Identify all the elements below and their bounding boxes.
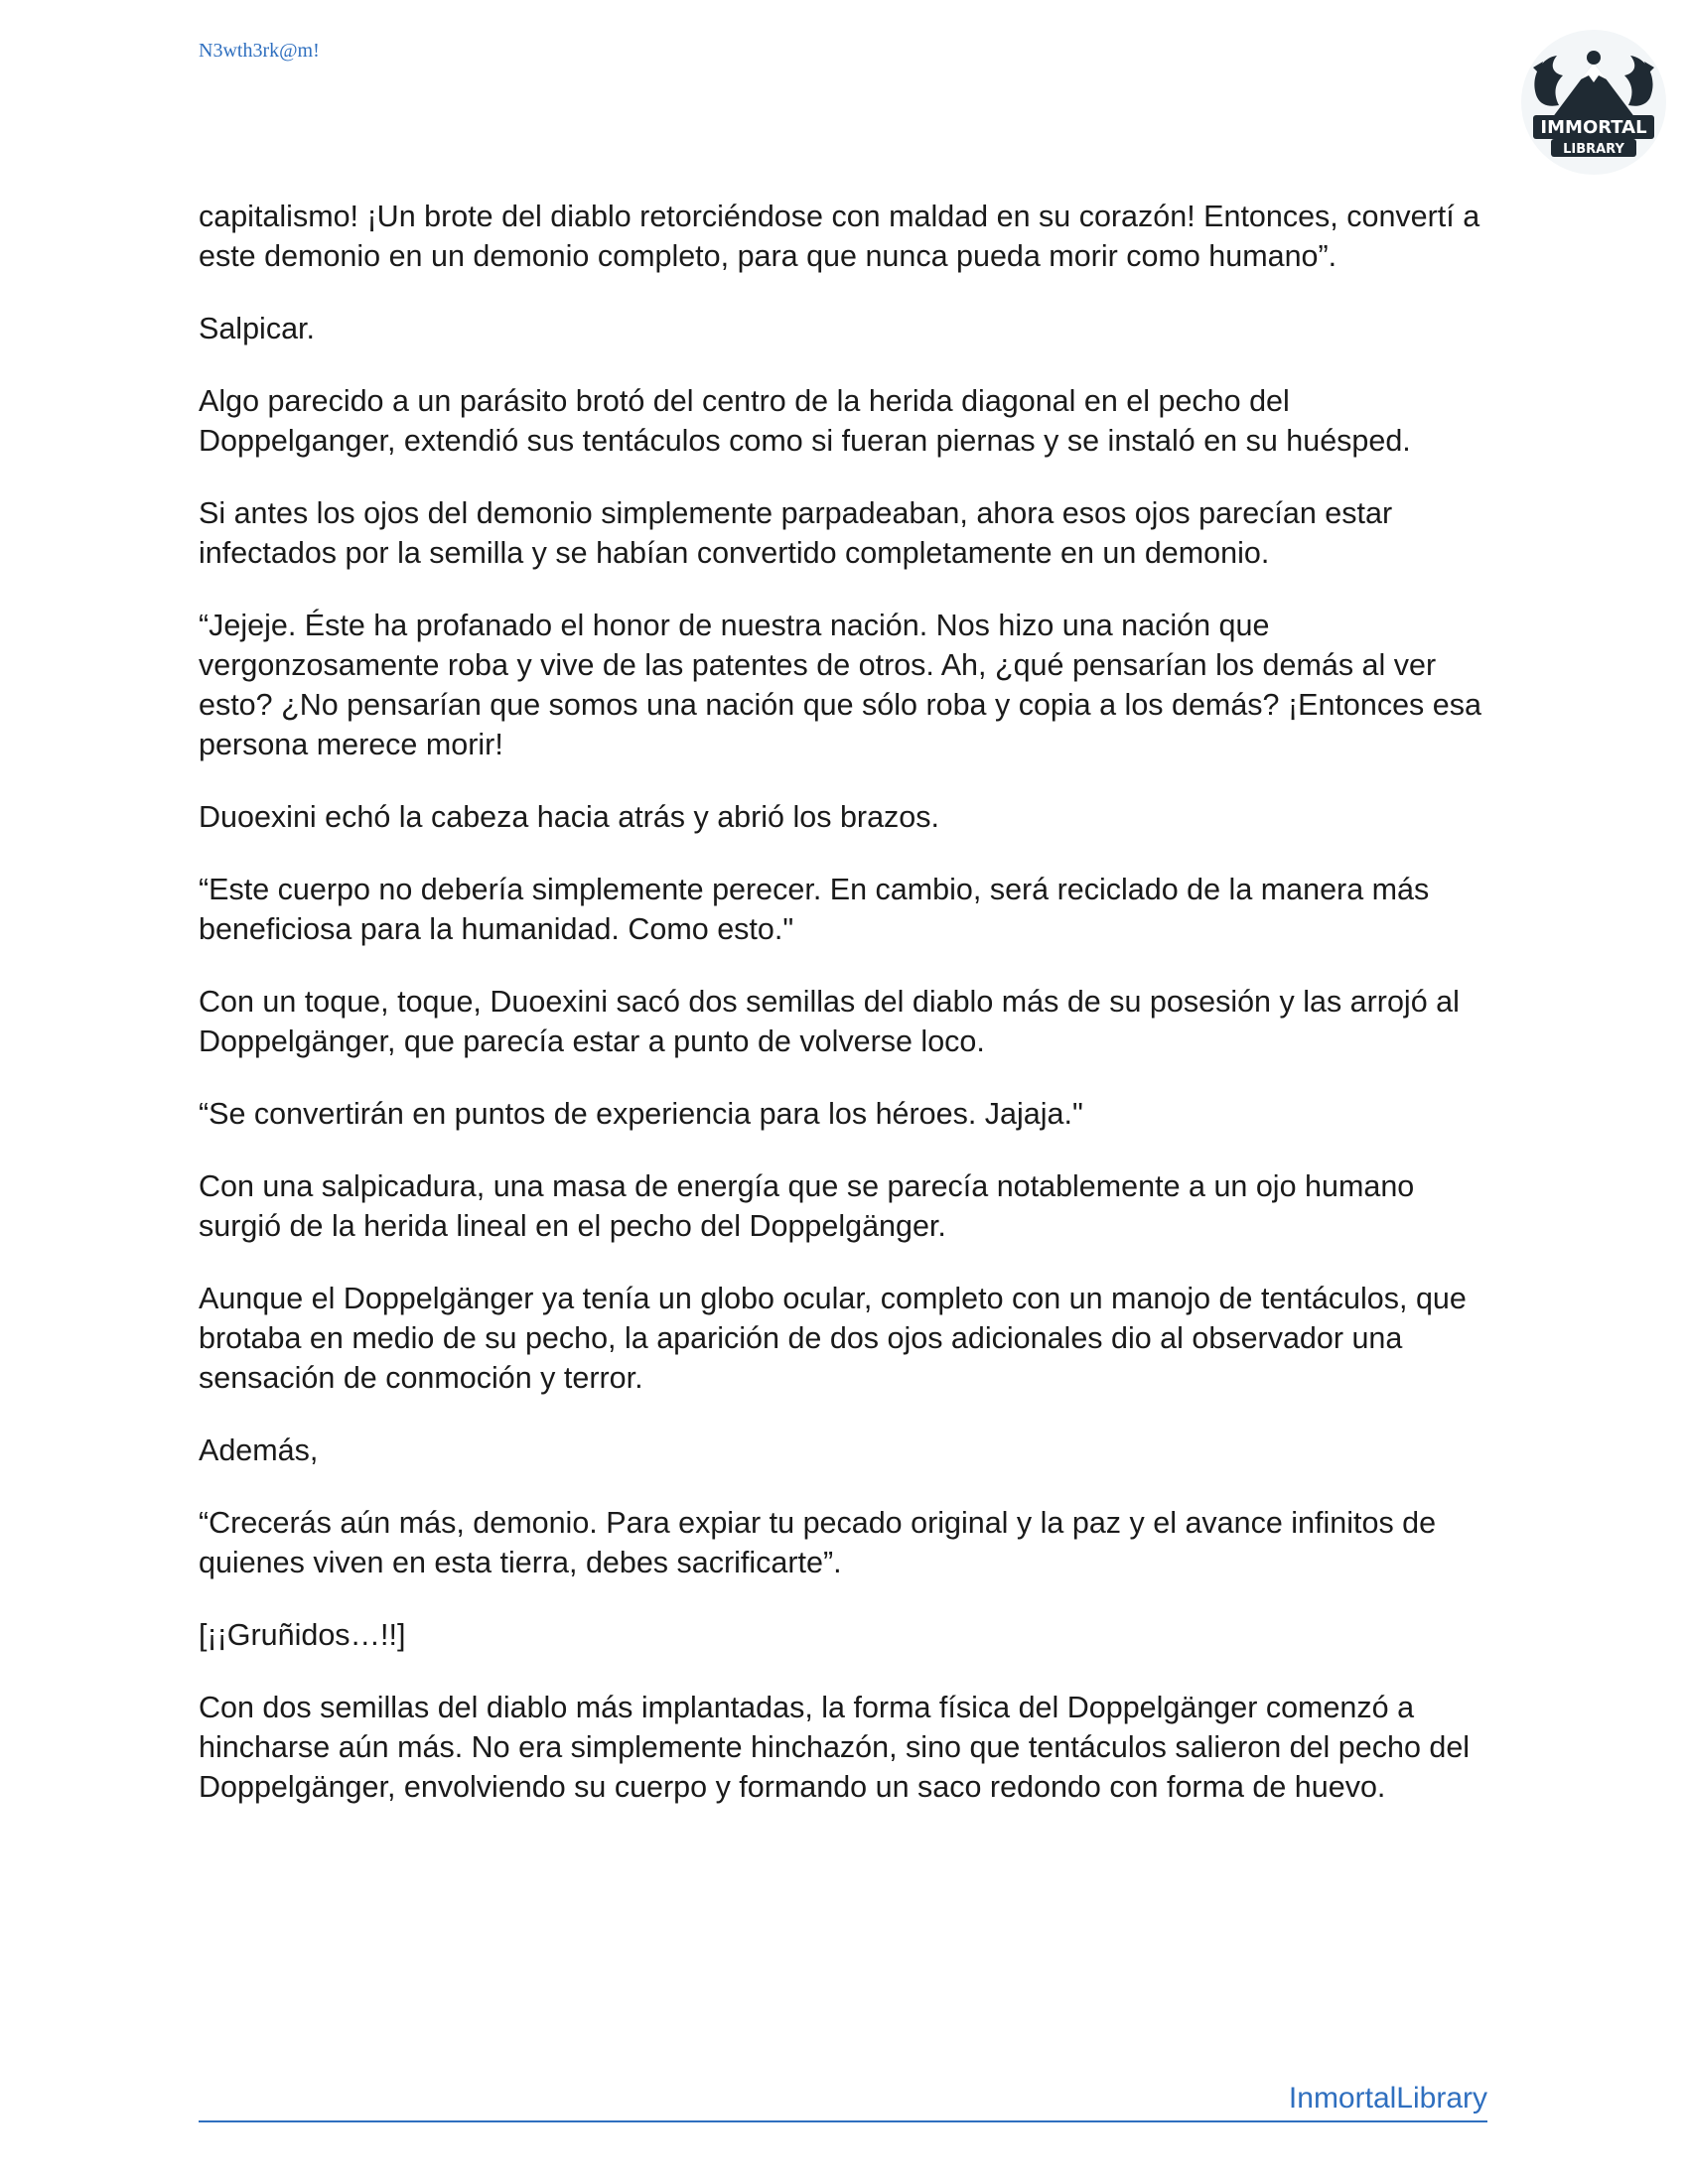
header-watermark-text: N3wth3rk@m! [199, 40, 320, 62]
paragraph: Salpicar. [199, 312, 315, 345]
paragraph: Algo parecido a un parásito brotó del centro de la herida diagonal en el pecho del Doppelganger, extendió sus tentáculos como si fueran piernas y se instaló en su huésped. [199, 384, 1411, 458]
paragraph: “Este cuerpo no debería simplemente perecer. En cambio, será reciclado de la manera más beneficiosa para la humanidad. Como esto." [199, 873, 1430, 946]
paragraph: Con un toque, toque, Duoexini sacó dos semillas del diablo más de su posesión y las arrojó al Doppelgänger, que parecía estar a punto de volverse loco. [199, 985, 1460, 1058]
paragraph: Aunque el Doppelgänger ya tenía un globo ocular, completo con un manojo de tentáculos, que brotaba en medio de su pecho, la aparición de dos ojos adicionales dio al observador una sensación de conmoción y terror. [199, 1282, 1467, 1395]
paragraph: [¡¡Gruñidos…!!] [199, 1618, 406, 1652]
immortal-library-emblem-icon [1519, 28, 1668, 177]
footer-site-link[interactable]: InmortalLibrary [1288, 2082, 1487, 2115]
logo-line2: LIBRARY [1563, 142, 1624, 157]
paragraph: “Se convertirán en puntos de experiencia para los héroes. Jajaja." [199, 1097, 1083, 1131]
paragraph: “Crecerás aún más, demonio. Para expiar tu pecado original y la paz y el avance infinitos de quienes viven en esta tierra, debes sacrificarte”. [199, 1506, 1437, 1579]
paragraph: Además, [199, 1433, 319, 1467]
paragraph: Si antes los ojos del demonio simplemente parpadeaban, ahora esos ojos parecían estar infectados por la semilla y se habían convertido completamente en un demonio. [199, 496, 1393, 570]
paragraph: “Jejeje. Éste ha profanado el honor de nuestra nación. Nos hizo una nación que vergonzosamente roba y vive de las patentes de otros. Ah, ¿qué pensarían los demás al ver esto? ¿No pensarían que somos una nación que sólo roba y copia a los demás? ¡Entonces esa persona merece morir! [199, 609, 1481, 761]
paragraph: capitalismo! ¡Un brote del diablo retorciéndose con maldad en su corazón! Entonces, convertí a este demonio en un demonio completo, para que nunca pueda morir como humano”. [199, 200, 1480, 273]
logo-line1: IMMORTAL [1540, 117, 1647, 138]
chapter-body [199, 197, 1489, 1840]
footer-link-container [199, 2079, 1487, 2122]
immortal-library-logo [1519, 28, 1668, 177]
paragraph: Con una salpicadura, una masa de energía que se parecía notablemente a un ojo humano surgió de la herida lineal en el pecho del Doppelgänger. [199, 1169, 1415, 1243]
paragraph: Duoexini echó la cabeza hacia atrás y abrió los brazos. [199, 800, 939, 834]
paragraph: Con dos semillas del diablo más implantadas, la forma física del Doppelgänger comenzó a hincharse aún más. No era simplemente hinchazón, sino que tentáculos salieron del pecho del Doppelgänger, envolviendo su cuerpo y formando un saco redondo con forma de huevo. [199, 1691, 1471, 1804]
